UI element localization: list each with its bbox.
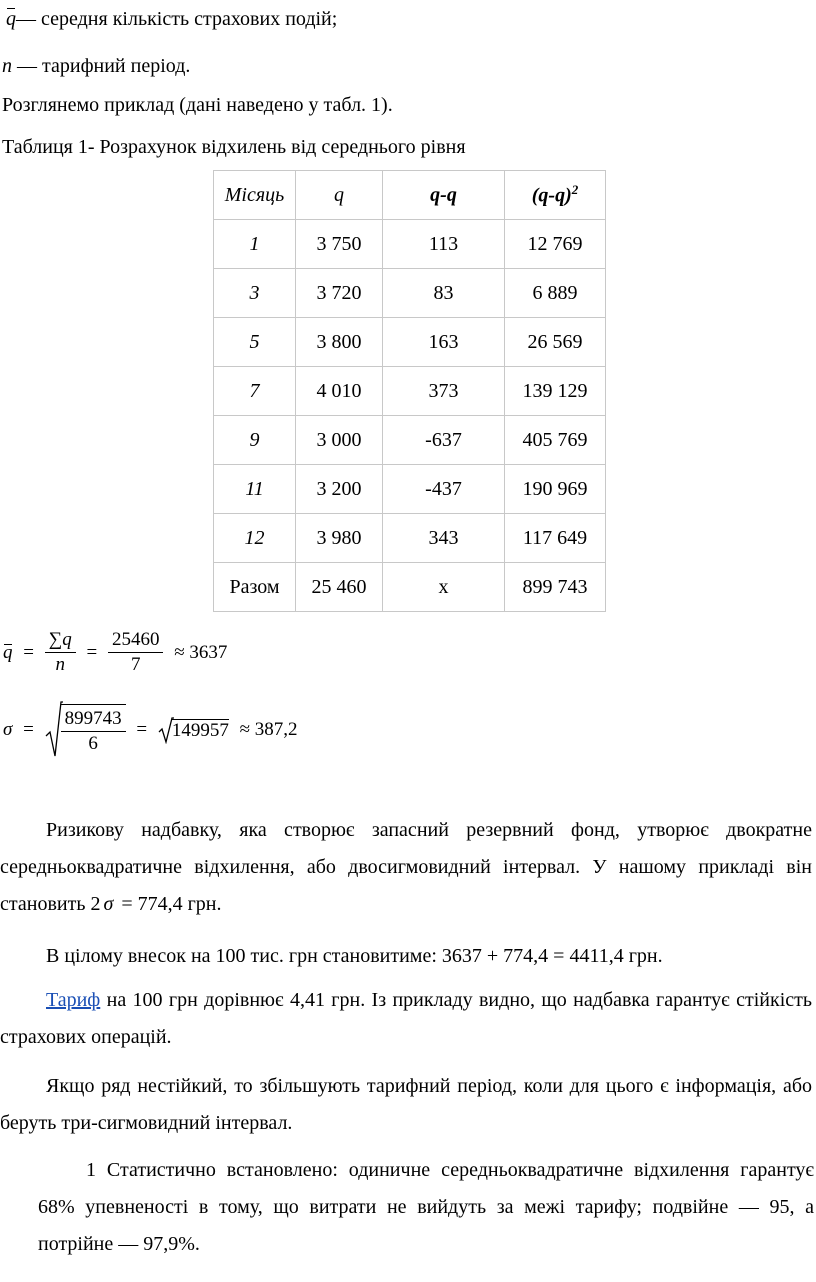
cell-deviation: 83	[383, 269, 505, 318]
cell-q: 4 010	[296, 367, 383, 416]
cell-q: 3 800	[296, 318, 383, 367]
formula-qbar: q	[3, 641, 13, 663]
header-squared-deviation: $(q-q)^2$	[505, 171, 606, 220]
header-month: Місяць	[214, 171, 296, 220]
n-definition-text: — тарифний період.	[12, 55, 191, 77]
cell-q: 3 750	[296, 220, 383, 269]
cell-month: 9	[214, 416, 296, 465]
formula-equals-2: =	[136, 719, 148, 740]
formula-equals: =	[23, 641, 34, 663]
qbar-symbol: q	[6, 8, 16, 30]
sigma-fraction	[61, 707, 126, 756]
footnote: 1 Статистично встановлено: одиничне середньоквадратичне відхилення гарантує 68% упевненості в тому, що витрати не вийдуть за межі тарифу; подвійне — 95, а потрійне — 97,9%.	[38, 1159, 814, 1255]
cell-month: 7	[214, 367, 296, 416]
cell-month: 12	[214, 514, 296, 563]
sigma-denominator: 6	[88, 733, 98, 754]
formula-mean-result: ≈ 3637	[174, 641, 228, 663]
formula-value-denominator: 7	[130, 654, 141, 675]
cell-total-deviation: х	[383, 563, 505, 612]
table-row	[214, 269, 606, 318]
definition-qbar	[6, 6, 337, 32]
cell-month: 1	[214, 220, 296, 269]
formula-sum-fraction	[45, 628, 76, 677]
paragraph-total-contribution: В цілому внесок на 100 тис. грн становитиме: 3637 + 774,4 = 4411,4 грн.	[46, 945, 663, 967]
n-symbol: n	[2, 55, 12, 77]
footnote-number: 1	[86, 1159, 96, 1181]
paragraph-tariff: Тариф на 100 грн дорівнює 4,41 грн. Із прикладу видно, що надбавка гарантує стійкість страхових операцій.	[0, 989, 812, 1048]
formula-sum-denominator: n	[55, 654, 65, 675]
formula-sigma-result: ≈ 387,2	[239, 719, 298, 740]
cell-q: 3 720	[296, 269, 383, 318]
formula-equals-2: =	[86, 641, 98, 663]
cell-month: 3	[214, 269, 296, 318]
cell-deviation: 343	[383, 514, 505, 563]
table-total-row	[214, 563, 606, 612]
cell-squared: 139 129	[505, 367, 606, 416]
cell-deviation: -637	[383, 416, 505, 465]
cell-deviation: 373	[383, 367, 505, 416]
cell-month: 5	[214, 318, 296, 367]
sigma-inline: σ	[103, 893, 114, 915]
header-q: q	[296, 171, 383, 220]
cell-q: 3 980	[296, 514, 383, 563]
sigma-numerator: 899743	[61, 707, 126, 732]
cell-total-q: 25 460	[296, 563, 383, 612]
qbar-definition-text: — середня кількість страхових подій;	[16, 8, 338, 30]
formula-equals: =	[23, 719, 34, 740]
formula-sigma: σ	[3, 719, 13, 740]
paragraph-unstable-series: Якщо ряд нестійкий, то збільшують тарифний період, коли для цього є інформація, або беруть три-сигмовидний інтервал.	[0, 1075, 812, 1134]
paragraph-risk-premium: Ризикову надбавку, яка створює запасний резервний фонд, утворює двократне середньоквадратичне відхилення, або двосигмовидний інтервал. У нашому прикладі він становить 2 σ = 774,4 грн.	[0, 819, 812, 915]
cell-squared: 190 969	[505, 465, 606, 514]
formula-sum-numerator: ∑q	[45, 628, 76, 653]
intro-text: Розглянемо приклад (дані наведено у табл. 1).	[2, 94, 393, 116]
sqrt-sign-icon	[158, 716, 174, 744]
cell-deviation: 163	[383, 318, 505, 367]
cell-deviation: -437	[383, 465, 505, 514]
table-row	[214, 416, 606, 465]
cell-deviation: 113	[383, 220, 505, 269]
sqrt-fraction	[45, 704, 126, 756]
cell-total-label: Разом	[214, 563, 296, 612]
sqrt-radicand: 149957	[171, 719, 229, 741]
sigma-formula	[3, 704, 298, 756]
cell-total-squared: 899 743	[505, 563, 606, 612]
cell-squared: 26 569	[505, 318, 606, 367]
sqrt-value	[158, 719, 229, 742]
deviation-table	[213, 170, 606, 612]
tariff-link[interactable]: Тариф	[46, 989, 101, 1011]
table-caption: Таблиця 1- Розрахунок відхилень від середнього рівня	[2, 136, 466, 158]
cell-squared: 12 769	[505, 220, 606, 269]
table-row	[214, 367, 606, 416]
table-row	[214, 220, 606, 269]
sqrt-sign-icon	[45, 700, 63, 760]
cell-squared: 6 889	[505, 269, 606, 318]
definition-n	[2, 53, 190, 79]
table-row	[214, 514, 606, 563]
table-row	[214, 318, 606, 367]
cell-month: 11	[214, 465, 296, 514]
cell-squared: 117 649	[505, 514, 606, 563]
formula-value-numerator: 25460	[108, 628, 164, 653]
table-row	[214, 465, 606, 514]
table-header-row	[214, 171, 606, 220]
cell-q: 3 000	[296, 416, 383, 465]
mean-formula	[3, 628, 227, 677]
formula-value-fraction	[108, 628, 164, 677]
cell-squared: 405 769	[505, 416, 606, 465]
cell-q: 3 200	[296, 465, 383, 514]
header-q-minus-qbar: q-q	[383, 171, 505, 220]
